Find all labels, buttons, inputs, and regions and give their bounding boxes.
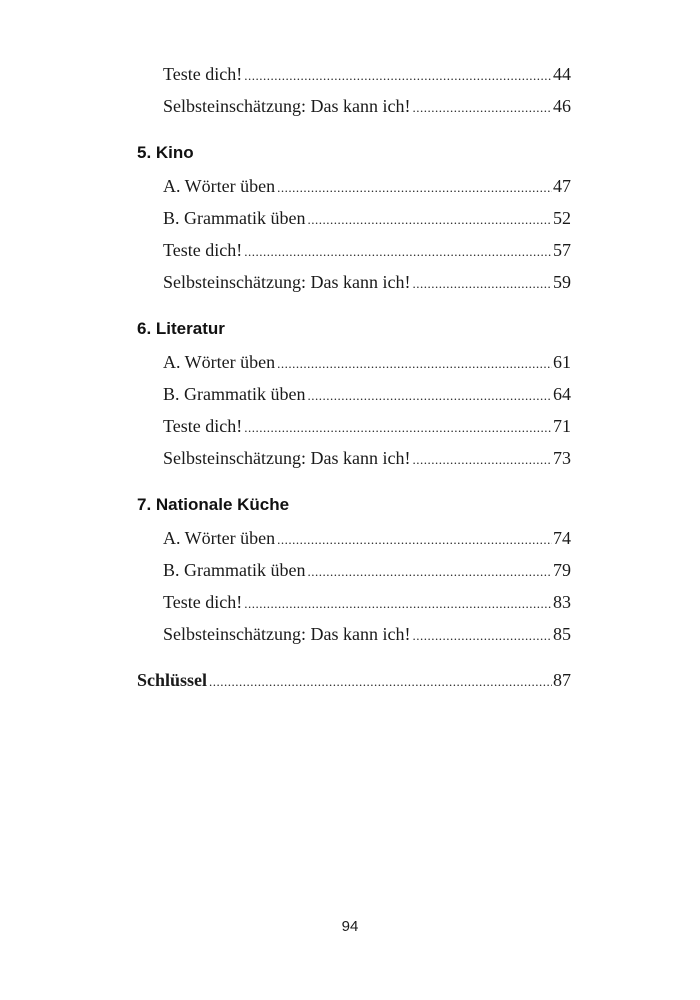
toc-entry-label: B. Grammatik üben bbox=[163, 384, 306, 404]
dot-leader bbox=[277, 348, 552, 380]
toc-entry-label: Selbsteinschätzung: Das kann ich! bbox=[163, 96, 411, 116]
toc-entry-label: B. Grammatik üben bbox=[163, 560, 306, 580]
toc-entry-label: Selbsteinschätzung: Das kann ich! bbox=[163, 624, 411, 644]
toc-entry-label: Teste dich! bbox=[163, 416, 243, 436]
toc-entry-page: 61 bbox=[553, 352, 571, 372]
dot-leader bbox=[244, 236, 552, 268]
toc-entry[interactable] bbox=[137, 346, 571, 378]
toc-entry[interactable] bbox=[137, 410, 571, 442]
dot-leader bbox=[244, 412, 552, 444]
toc-entry[interactable] bbox=[137, 234, 571, 266]
toc-entry-label: B. Grammatik üben bbox=[163, 208, 306, 228]
toc-entry[interactable] bbox=[137, 378, 571, 410]
toc-entry[interactable] bbox=[137, 554, 571, 586]
toc-entry-page: 59 bbox=[553, 272, 571, 292]
toc-entry-page: 52 bbox=[553, 208, 571, 228]
toc-entry[interactable] bbox=[137, 266, 571, 298]
toc-entry-page: 47 bbox=[553, 176, 571, 196]
toc-entry-page: 83 bbox=[553, 592, 571, 612]
dot-leader bbox=[277, 172, 552, 204]
toc-entry[interactable] bbox=[137, 202, 571, 234]
toc-entry-page: 44 bbox=[553, 64, 571, 84]
dot-leader bbox=[412, 92, 552, 124]
toc-entry-label: Teste dich! bbox=[163, 592, 243, 612]
toc-entry-page: 57 bbox=[553, 240, 571, 260]
section-heading-kino[interactable]: 5. Kino bbox=[137, 143, 194, 162]
toc-entry-label: Schlüssel bbox=[137, 670, 208, 690]
toc-entry[interactable] bbox=[137, 586, 571, 618]
toc-entry-page: 87 bbox=[553, 670, 571, 690]
toc-entry-label: Teste dich! bbox=[163, 240, 243, 260]
dot-leader bbox=[412, 268, 552, 300]
toc-entry-page: 46 bbox=[553, 96, 571, 116]
toc-entry-page: 74 bbox=[553, 528, 571, 548]
dot-leader bbox=[244, 60, 552, 92]
toc-entry[interactable] bbox=[137, 90, 571, 122]
page-number: 94 bbox=[341, 918, 359, 935]
toc-entry-page: 71 bbox=[553, 416, 571, 436]
toc-entry[interactable] bbox=[137, 522, 571, 554]
toc-entry[interactable] bbox=[137, 442, 571, 474]
toc-entry[interactable] bbox=[137, 58, 571, 90]
spacer bbox=[137, 650, 571, 664]
toc-entry-label: Teste dich! bbox=[163, 64, 243, 84]
dot-leader bbox=[412, 444, 552, 476]
dot-leader bbox=[244, 588, 552, 620]
toc-entry-page: 73 bbox=[553, 448, 571, 468]
dot-leader bbox=[412, 620, 552, 652]
toc-entry-page: 64 bbox=[553, 384, 571, 404]
dot-leader bbox=[307, 380, 552, 412]
table-of-contents bbox=[137, 58, 571, 696]
toc-entry-page: 79 bbox=[553, 560, 571, 580]
toc-entry-label: A. Wörter üben bbox=[163, 528, 276, 548]
toc-entry-label: A. Wörter üben bbox=[163, 176, 276, 196]
dot-leader bbox=[307, 204, 552, 236]
toc-entry[interactable] bbox=[137, 170, 571, 202]
toc-entry-label: A. Wörter üben bbox=[163, 352, 276, 372]
toc-entry-label: Selbsteinschätzung: Das kann ich! bbox=[163, 272, 411, 292]
toc-entry-key[interactable] bbox=[137, 664, 571, 696]
dot-leader bbox=[307, 556, 552, 588]
toc-entry-page: 85 bbox=[553, 624, 571, 644]
section-heading-literatur[interactable]: 6. Literatur bbox=[137, 319, 225, 338]
dot-leader bbox=[277, 524, 552, 556]
toc-entry-label: Selbsteinschätzung: Das kann ich! bbox=[163, 448, 411, 468]
section-heading-nationale-kueche[interactable]: 7. Nationale Küche bbox=[137, 495, 290, 514]
dot-leader bbox=[209, 666, 552, 698]
toc-entry[interactable] bbox=[137, 618, 571, 650]
